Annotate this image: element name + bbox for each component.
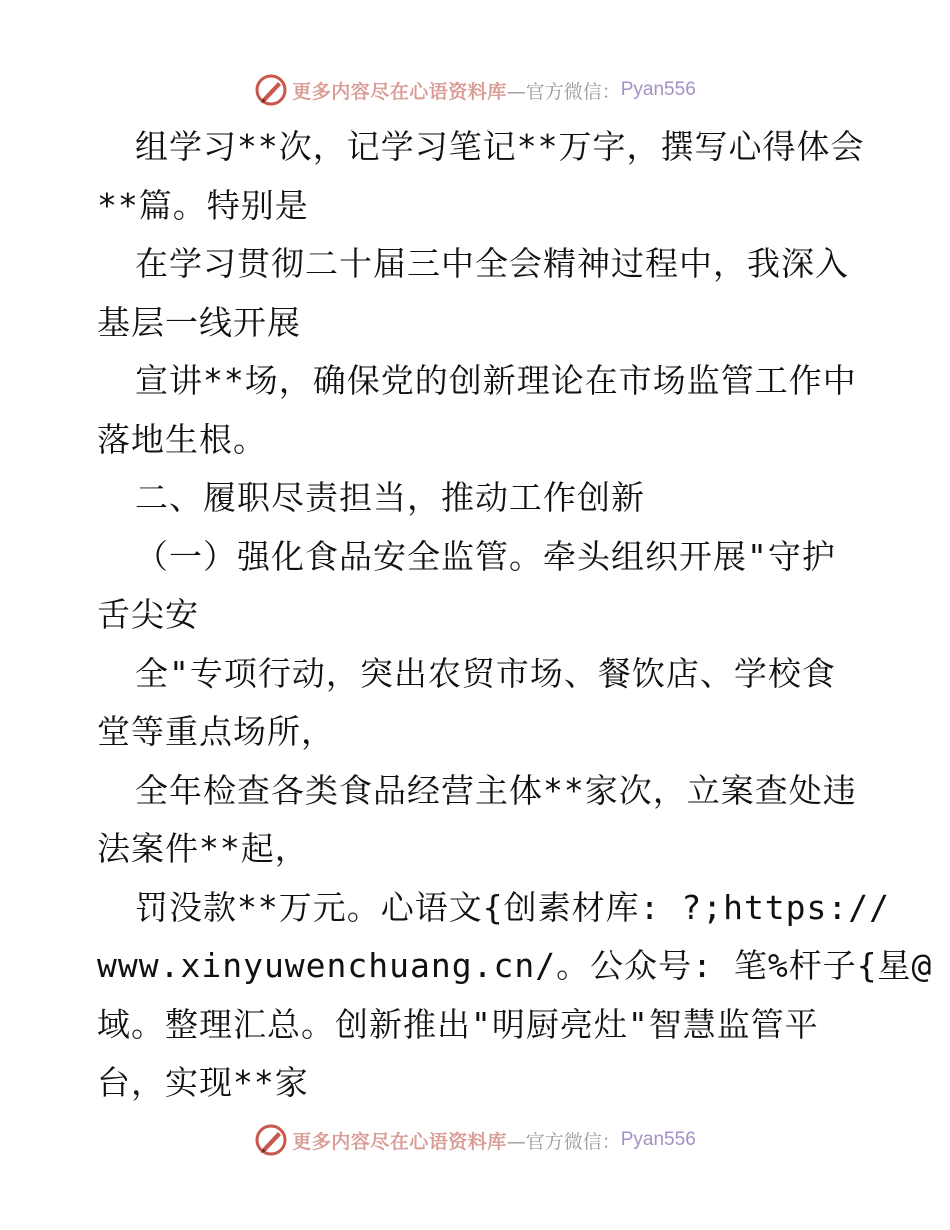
header-watermark-banner (0, 70, 950, 110)
document-body (97, 118, 933, 1113)
banner-red-text: 更多内容尽在心语资料库 (292, 80, 507, 103)
banner-gray-text: —官方微信： (506, 1130, 621, 1153)
banner-wechat-id: Pyan556 (620, 79, 696, 100)
subsection-heading: （一）强化食品安全监管。牵头组织开展"守护 (135, 536, 836, 576)
footer-watermark-banner (0, 1120, 950, 1160)
body-line: 组学习**次，记学习笔记**万字，撰写心得体会 (135, 127, 865, 166)
body-line: 舌尖安 (97, 595, 199, 634)
body-line: www.xinyuwenchuang.cn/。公众号: 笔%杆子{星@ (97, 946, 933, 985)
body-line: 全年检查各类食品经营主体**家次，立案查处违 (135, 770, 857, 810)
banner-wechat-id: Pyan556 (620, 1129, 696, 1150)
body-line: **篇。特别是 (97, 185, 309, 225)
body-line: 域。整理汇总。创新推出"明厨亮灶"智慧监管平 (97, 1004, 819, 1044)
body-line: 落地生根。 (97, 419, 267, 459)
pen-circle-logo-icon (254, 1123, 288, 1157)
body-line: 堂等重点场所， (97, 712, 335, 751)
pen-circle-logo-icon (254, 73, 288, 107)
body-line: 基层一线开展 (97, 302, 301, 342)
body-line: 法案件**起， (97, 829, 309, 868)
banner-red-text: 更多内容尽在心语资料库 (292, 1130, 507, 1153)
body-line: 在学习贯彻二十届三中全会精神过程中，我深入 (135, 244, 849, 283)
body-line: 全"专项行动，突出农贸市场、餐饮店、学校食 (135, 653, 836, 693)
body-line: 台，实现**家 (97, 1063, 309, 1102)
body-line: 罚没款**万元。心语文{创素材库: ?;https:// (135, 887, 891, 927)
section-heading: 二、履职尽责担当，推动工作创新 (135, 478, 645, 517)
body-line: 宣讲**场，确保党的创新理论在市场监管工作中 (135, 361, 857, 400)
banner-gray-text: —官方微信： (506, 80, 621, 103)
